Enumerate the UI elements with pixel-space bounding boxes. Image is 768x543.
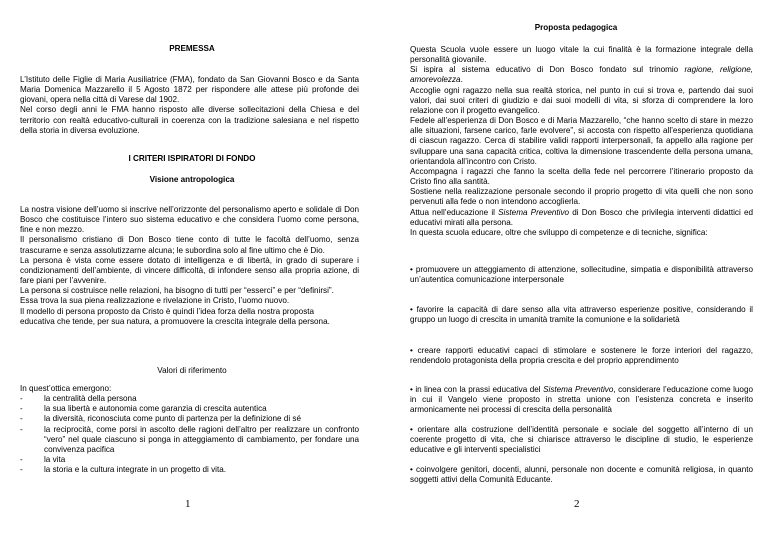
proposta-paragraph: Sostiene nella realizzazione personale secondo il proprio progetto di vita quelli che non sono pervenuti alla fede o non intendono accoglierla. — [410, 187, 753, 207]
valori-intro: In quest’ottica emergono: — [20, 384, 112, 393]
proposta-text — [410, 45, 753, 238]
page-number: 1 — [185, 498, 191, 510]
visione-paragraph: Essa trova la sua piena realizzazione e rivelazione in Cristo, l’uomo nuovo. — [20, 296, 290, 306]
proposta-paragraph — [410, 65, 753, 85]
text-span: Attua nell’educazione il — [410, 207, 499, 217]
valori-item: - la diversità, riconosciuta come punto di partenza per la definizione di sé — [20, 414, 359, 424]
valori-item: - la reciprocità, come porsi in ascolto delle ragioni dell’altro per realizzare un confronto “vero” nel quale ciascuno si ponga in atteggiamento di cambiamento, per fondare una convivenza pacifica — [20, 425, 359, 455]
visione-paragraph: La persona è vista come essere dotato di intelligenza e di libertà, in grado di superare i condizionamenti dell’ambiente, di vincere difficoltà, di infondere senso alla propria azione, di fare piani per l’avvenire. — [20, 255, 359, 286]
proposta-paragraph: Accoglie ogni ragazzo nella sua realtà storica, nel punto in cui si trova e, partendo dai suoi valori, dai suoi criteri di giudizio e dai suoi modelli di vita, si sforza di comprendere la loro relazione con il progetto evangelico. — [410, 85, 753, 115]
proposta-paragraph — [410, 208, 753, 228]
visione-paragraph: La nostra visione dell’uomo si inscrive nell’orizzonte del personalismo aperto e solidale di Don Bosco che costituisce l’intero suo sistema educativo e che considera l’uomo come persona, fine e non mezzo. — [20, 205, 359, 235]
visione-paragraph: Il modello di persona proposto da Cristo è quindi l’idea forza della nostra proposta educativa che tende, per sua natura, a promuovere la crescita integrale della persona. — [20, 306, 330, 326]
heading-proposta: Proposta pedagogica — [534, 23, 618, 32]
bullet-list — [410, 425, 753, 455]
bullet-item: • creare rapporti educativi capaci di stimolare e sostenere le forze interiori del ragazzo, rendendolo protagonista della propria crescita e del proprio apprendimento — [410, 346, 753, 366]
bullet-item — [410, 385, 753, 415]
page-number: 2 — [574, 498, 580, 510]
visione-paragraph: La persona si costruisce nelle relazioni, ha bisogno di tutti per “esserci” e per “definirsi”. — [20, 286, 334, 296]
bullet-item: • orientare alla costruzione dell’identità personale e sociale del soggetto all’interno di un coerente progetto di vita, che si chiarisce attraverso le discipline di studio, le esperienze educative e gli interventi specialistici — [410, 425, 753, 455]
proposta-paragraph: Questa Scuola vuole essere un luogo vitale la cui finalità è la formazione integrale della personalità giovanile. — [410, 45, 753, 65]
valori-section — [20, 384, 359, 475]
bullet-item: • favorire la capacità di dare senso alla vita attraverso esperienze positive, considerando il gruppo un luogo di crescita in umanità tramite la comunione e la solidarietà — [410, 305, 753, 325]
premessa-paragraph: L’Istituto delle Figlie di Maria Ausiliatrice (FMA), fondato da San Giovanni Bosco e da Santa Maria Domenica Mazzarello il 5 Agosto 1872 per rispondere alle attese più profonde dei giovani, opera nella città di Varese dal 1902. — [20, 75, 359, 105]
bullet-list — [410, 385, 753, 415]
valori-item: - la centralità della persona — [20, 394, 359, 404]
bullet-item: • promuovere un atteggiamento di attenzione, sollecitudine, simpatia e disponibilità attraverso un’autentica comunicazione interpersonale — [410, 265, 753, 285]
bullet-list — [410, 465, 753, 485]
subheading-valori: Valori di riferimento — [157, 366, 227, 375]
valori-item: - la sua libertà e autonomia come garanzia di crescita autentica — [20, 404, 359, 414]
italic-span: ragione, religione, amorevolezza — [410, 65, 753, 85]
bullet-list — [410, 265, 753, 285]
heading-criteri: I CRITERI ISPIRATORI DI FONDO — [128, 154, 256, 163]
bullet-list — [410, 305, 753, 325]
text-span: . — [460, 75, 463, 85]
premessa-paragraph: Nel corso degli anni le FMA hanno risposto alle diverse sollecitazioni della Chiesa e del territorio con realtà educativo-culturali in coerenza con la tradizione salesiana e nel rispetto della storia in diversa evoluzione. — [20, 105, 359, 135]
valori-list — [20, 394, 359, 475]
visione-paragraph: Il personalismo cristiano di Don Bosco tiene conto di tutte le facoltà dell’uomo, senza trascurarne e senza assolutizzarne alcuna; le subordina solo al fine ultimo che è Dio. — [20, 235, 359, 255]
italic-span: Sistema Preventivo — [543, 385, 614, 394]
subheading-visione: Visione antropologica — [149, 175, 235, 184]
text-span: Si ispira al sistema educativo di Don Bosco fondato sul trinomio — [410, 65, 685, 75]
proposta-paragraph: Fedele all’esperienza di Don Bosco e di Maria Mazzarello, “che hanno scelto di stare in mezzo alle situazioni, farsene carico, farle evolvere”, si accosta con rispetto all’esperienza quotidiana di ciascun ragazzo. Cerca di stabilire validi rapporti interpersonali, fa appello alla ragione per sviluppare una sana capacità critica, coltiva la dimensione trascendente della persona umana, orientandola all’incontro con Cristo. — [410, 116, 753, 166]
text-span: , considerare l’educazione come luogo in cui il Vangelo viene proposto in stretta unione con l’esistenza concreta e inserito armonicamente nei processi di crescita della personalità — [410, 385, 753, 415]
bullet-item: • coinvolgere genitori, docenti, alunni, personale non docente e comunità religiosa, in quanto soggetti attivi della Comunità Educante. — [410, 465, 753, 485]
bullet-list — [410, 346, 753, 366]
proposta-paragraph: In questa scuola educare, oltre che sviluppo di competenze e di tecniche, significa: — [410, 227, 708, 237]
text-span: • in linea con la prassi educativa del — [410, 385, 544, 394]
valori-item: - la storia e la cultura integrate in un progetto di vita. — [20, 465, 359, 475]
visione-text — [20, 205, 359, 327]
heading-premessa: PREMESSA — [169, 44, 215, 53]
italic-span: Sistema Preventivo — [498, 207, 570, 217]
valori-item: - la vita — [20, 455, 359, 465]
premessa-text — [20, 75, 359, 136]
right-page — [384, 0, 768, 543]
text-span: di Don Bosco che privilegia interventi didattici ed educativi mirati alla persona. — [410, 207, 754, 227]
proposta-paragraph: Accompagna i ragazzi che fanno la scelta della fede nel percorrere l’itinerario proposto da Cristo fino alla santità. — [410, 166, 753, 187]
